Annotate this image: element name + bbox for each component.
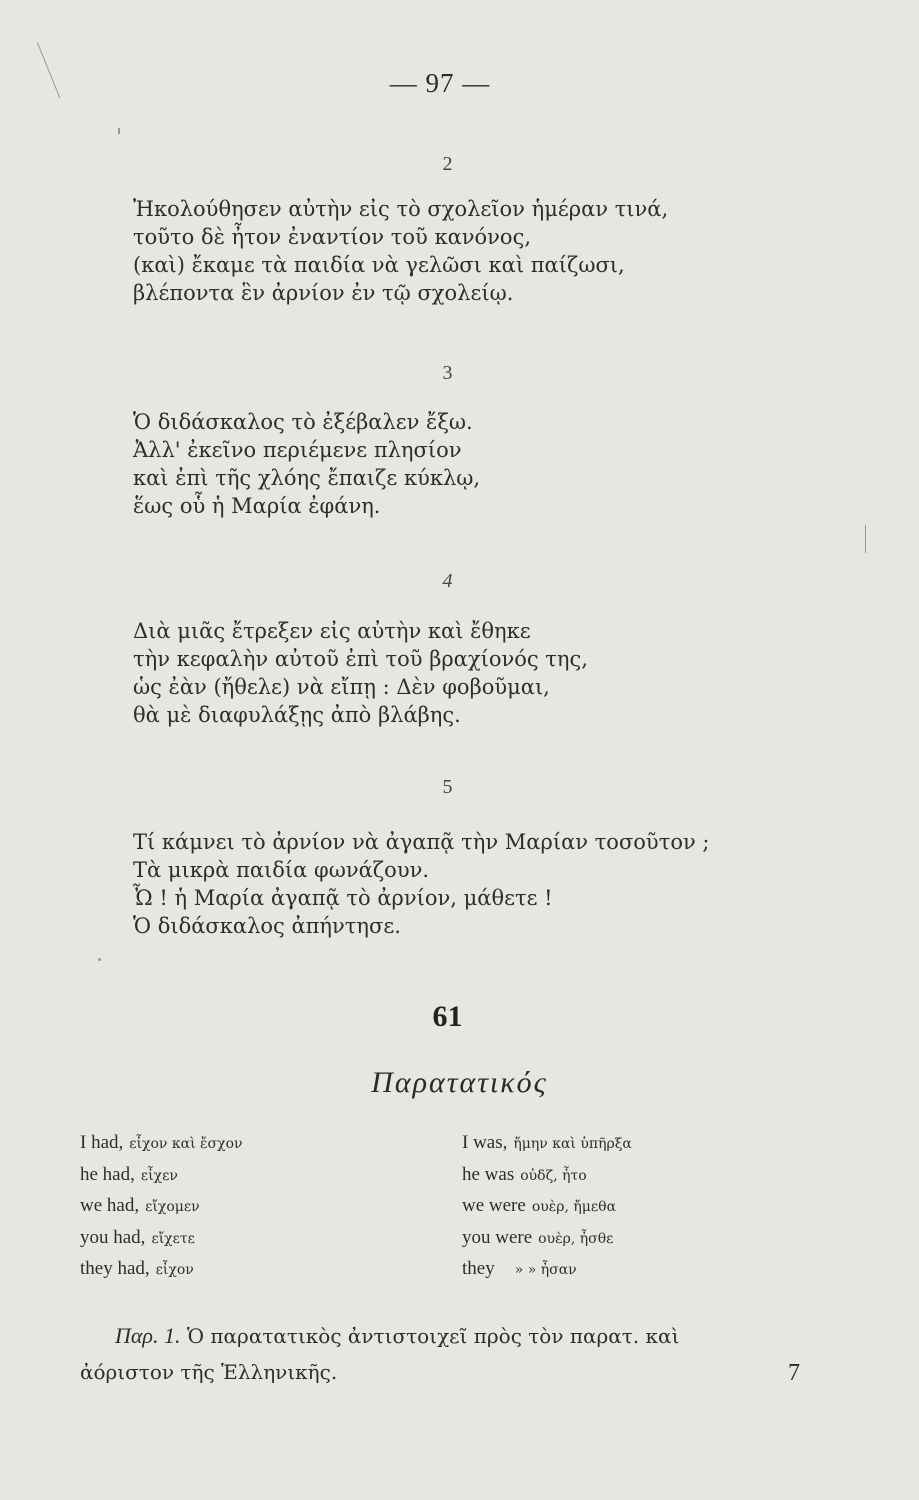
stanza [133, 408, 853, 520]
stanza-number: 4 [442, 570, 453, 592]
english-form: he had, [80, 1163, 135, 1185]
scan-mark [865, 525, 866, 553]
verse-line: Τὰ μικρὰ παιδία φωνάζουν. [133, 858, 430, 882]
conjugation-column-left [80, 1128, 243, 1286]
verse-line: τοῦτο δὲ ἦτον ἐναντίον τοῦ κανόνος, [133, 225, 532, 249]
greek-form: εἴχομεν [145, 1199, 200, 1215]
english-form: they had, [80, 1258, 150, 1279]
english-form: he was [462, 1163, 515, 1185]
greek-form: ουὲρ, ἤμεθα [531, 1199, 617, 1215]
stanza [133, 617, 853, 729]
english-form: we had, [80, 1195, 140, 1216]
verse-line: ἕως οὗ ἡ Μαρία ἐφάνη. [133, 494, 381, 518]
grammar-note [80, 1318, 875, 1390]
page-number: — 97 — [389, 68, 491, 98]
conjugation-row [462, 1254, 632, 1286]
greek-form: ἤμην καὶ ὑπῆρξα [513, 1136, 632, 1152]
conjugation-row [80, 1254, 243, 1286]
verse-line: καὶ ἐπὶ τῆς χλόης ἔπαιζε κύκλῳ, [133, 466, 481, 490]
verse-line: τὴν κεφαλὴν αὐτοῦ ἐπὶ τοῦ βραχίονός της, [133, 647, 588, 671]
verse-line: θὰ μὲ διαφυλάξῃς ἀπὸ βλάβης. [133, 703, 461, 727]
scan-mark [98, 958, 101, 961]
conjugation-row [462, 1128, 632, 1160]
greek-form: εἶχον [155, 1262, 194, 1278]
conjugation-row [462, 1223, 632, 1255]
english-form: I was, [462, 1132, 508, 1153]
note-text: Ὁ παρατατικὸς ἀντιστοιχεῖ πρὸς τὸν παρατ. καὶ [186, 1324, 680, 1348]
greek-form: » » ἦσαν [514, 1262, 577, 1278]
stanza [133, 828, 853, 940]
conjugation-row [80, 1160, 243, 1192]
conjugation-row [80, 1128, 243, 1160]
verse-line: ὡς ἐὰν (ἤθελε) νὰ εἴπῃ : Δὲν φοβοῦμαι, [133, 675, 550, 699]
section-title: Παρατατικός [371, 1066, 548, 1099]
conjugation-column-right [462, 1128, 632, 1286]
greek-form: εἶχεν [140, 1167, 178, 1184]
verse-line: (καὶ) ἔκαμε τὰ παιδία νὰ γελῶσι καὶ παίζωσι, [133, 253, 625, 277]
english-form: I had, [80, 1132, 124, 1153]
greek-form: οὐδζ, ἦτο [520, 1167, 587, 1184]
greek-form: ουὲρ, ἦσθε [538, 1230, 614, 1247]
stanza-number: 5 [442, 776, 453, 798]
greek-form: εἶχον καὶ ἔσχον [129, 1136, 243, 1152]
conjugation-row [462, 1191, 632, 1223]
verse-line: Διὰ μιᾶς ἔτρεξεν εἰς αὐτὴν καὶ ἔθηκε [133, 619, 531, 643]
stanza-number: 3 [442, 362, 453, 384]
english-form: you had, [80, 1226, 146, 1248]
section-number: 61 [432, 1000, 463, 1033]
verse-line: Ὦ ! ἡ Μαρία ἀγαπᾷ τὸ ἀρνίον, μάθετε ! [133, 886, 553, 910]
verse-line: Ἀλλ' ἐκεῖνο περιέμενε πλησίον [133, 438, 462, 462]
stanza-number: 2 [442, 153, 453, 175]
conjugation-row [80, 1223, 243, 1255]
conjugation-row [462, 1160, 632, 1192]
verse-line: Ἠκολούθησεν αὐτὴν εἰς τὸ σχολεῖον ἡμέραν τινά, [133, 197, 669, 221]
conjugation-row [80, 1191, 243, 1223]
note-label: Παρ. 1. [115, 1323, 181, 1348]
stanza [133, 195, 853, 307]
scan-mark [118, 128, 120, 134]
note-text: ἀόριστον τῆς Ἑλληνικῆς. [80, 1360, 338, 1384]
english-form: they [462, 1258, 495, 1279]
greek-form: εἴχετε [151, 1230, 195, 1247]
verse-line: Ὁ διδάσκαλος ἀπήντησε. [133, 914, 401, 938]
signature-mark: 7 [788, 1360, 800, 1386]
verse-line: Ὁ διδάσκαλος τὸ ἐξέβαλεν ἔξω. [133, 410, 473, 434]
verse-line: βλέποντα ἓν ἀρνίον ἐν τῷ σχολείῳ. [133, 281, 514, 305]
english-form: we were [462, 1195, 526, 1216]
english-form: you were [462, 1226, 533, 1248]
verse-line: Τί κάμνει τὸ ἀρνίον νὰ ἀγαπᾷ τὴν Μαρίαν τοσοῦτον ; [133, 830, 710, 854]
